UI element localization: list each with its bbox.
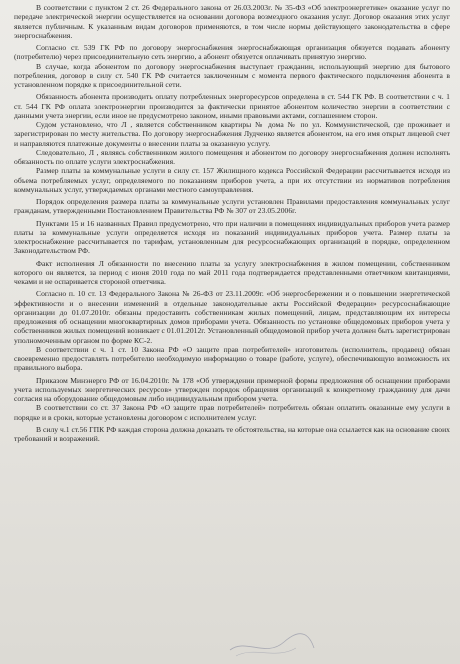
paragraph-7: Размер платы за коммунальные услуги в силу ст. 157 Жилищного кодекса Российской Федерации рассчитывается исходя из объема потребляемых услуг, определяемого по показаниям приборов учета, а при их отсутствии из нормативов потребления коммунальных услуг, утверждаемых органами местного самоуправления. bbox=[14, 166, 450, 194]
paragraph-3: В случае, когда абонентом по договору энергоснабжения выступает гражданин, использующий энергию для бытового потребления, договор в силу ст. 540 ГК РФ считается заключенным с момента первого фактического подключения абонента в установленном порядке к присоединительной сети. bbox=[14, 61, 450, 89]
paragraph-1: В соответствии с пунктом 2 ст. 26 Федерального закона от 26.03.2003г. № 35-ФЗ «Об электроэнергетике» оказание услуг по передаче электрической энергии осуществляется на основании договора возмездного оказания услуг. Договор оказания этих услуг является публичным. К указанным видам договоров применяются, в том числе нормы действующего законодательства в сфере энергоснабжения. bbox=[14, 3, 450, 40]
paragraph-15: В силу ч.1 ст.56 ГПК РФ каждая сторона должна доказать те обстоятельства, на которые она ссылается как на основание своих требований и возражений. bbox=[14, 424, 450, 443]
paragraph-11: Согласно п. 10 ст. 13 Федерального Закона № 26-ФЗ от 23.11.2009г. «Об энергосбережении и о повышении энергетической эффективности и о внесении изменений в отдельные законодательные акты Российской Федерации» ресурсоснабжающие организации до 01.07.2010г. обязаны предоставить собственникам жилых помещений, лицам, представляющим их интересы предложения об оснащении многоквартирных домов приборами учета. Обязанность по установке общедомовых приборов учета у собственников жилых помещений возникает с 01.01.2012г. Установленный общедомовой прибор учета должен быть зарегистрирован уполномоченным органом по форме КС-2. bbox=[14, 289, 450, 345]
paragraph-14: В соответствии со ст. 37 Закона РФ «О защите прав потребителей» потребитель обязан оплатить оказанные ему услуги в порядке и в сроки, которые установлены договором с исполнителем услуг. bbox=[14, 403, 450, 422]
paragraph-6: Следовательно, Л , являясь собственником жилого помещения и абонентом по договору энергоснабжения должен исполнять обязанность по оплате услуги электроснабжения. bbox=[14, 147, 450, 166]
paragraph-9: Пунктами 15 и 16 названных Правил предусмотрено, что при наличии в помещениях индивидуальных приборов учета размер платы за коммунальные услуги определяется исходя из показаний индивидуальных приборов учета. Размер платы за электроснабжение рассчитывается по тарифам, установленным для ресурсоснабжающих организаций в порядке, определенном Законодательством РФ. bbox=[14, 218, 450, 256]
paragraph-5: Судом установлено, что Л , является собственником квартиры № дома № по ул. Коммунистической, где проживает и зарегистрирован по месту жительства. По договору энергоснабжения Лудченко является абонентом, на его имя открыт лицевой счет и направляются платежные документы о внесении платы за оказанную услугу. bbox=[14, 120, 450, 148]
paragraph-13: Приказом Минэнерго РФ от 16.04.2010г. № 178 «Об утверждении примерной формы предложения об оснащении приборами учета используемых энергетических ресурсов» утвержден порядок обращения организаций к конкретному гражданину для дачи согласия на оборудование общедомовым либо индивидуальным прибором учета. bbox=[14, 375, 450, 403]
paragraph-10: Факт исполнения Л обязанности по внесению платы за услугу электроснабжения в жилом помещении, собственником которого он является, за период с июня 2010 года по май 2011 года подтверждается представленными ответчиком квитанциями, чеками и не оспаривается стороной ответчика. bbox=[14, 258, 450, 286]
paragraph-2: Согласно ст. 539 ГК РФ по договору энергоснабжения энергоснабжающая организация обязуется подавать абоненту (потребителю) через присоединительную сеть энергию, а абонент обязуется оплачивать принятую энергию. bbox=[14, 43, 450, 62]
paragraph-12: В соответствии с ч. 1 ст. 10 Закона РФ «О защите прав потребителей» изготовитель (исполнитель, продавец) обязан своевременно предоставлять потребителю необходимую информацию о товаре (работе, услуге), обеспечивающую возможность их правильного выбора. bbox=[14, 344, 450, 373]
paragraph-4: Обязанность абонента производить оплату потребленных энергоресурсов определена в ст. 544 ГК РФ. В соответствии с ч. 1 ст. 544 ГК РФ оплата электроэнергии производится за фактически принятое абонентом количество энергии в соответствии с данными учета энергии, если иное не предусмотрено законом, иными правовыми актами, соглашением сторон. bbox=[14, 92, 450, 120]
ink-stamp-mark bbox=[226, 628, 316, 660]
paragraph-8: Порядок определения размера платы за коммунальные услуги установлен Правилами предоставления коммунальных услуг гражданам, утвержденными Постановлением Правительства РФ № 307 от 23.05.2006г. bbox=[14, 197, 450, 216]
